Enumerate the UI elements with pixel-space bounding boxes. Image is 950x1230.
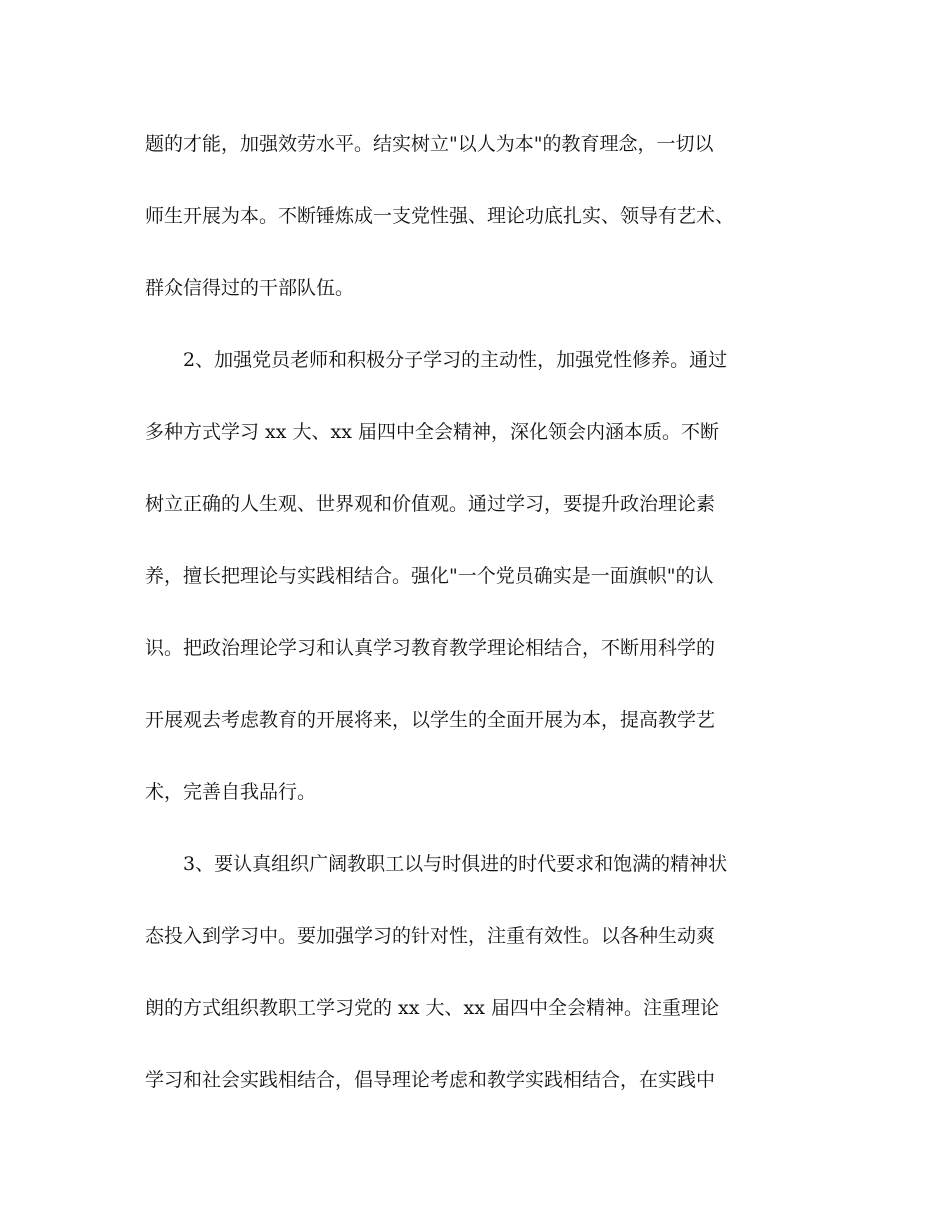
text-line: 师生开展为本。不断锤炼成一支党性强、理论功底扎实、领导有艺术、 xyxy=(145,205,735,227)
text-line: 养，擅长把理论与实践相结合。强化"一个党员确实是一面旗帜"的认 xyxy=(145,565,714,587)
text-line: 态投入到学习中。要加强学习的针对性，注重有效性。以各种生动爽 xyxy=(145,925,716,947)
text-line: 题的才能，加强效劳水平。结实树立"以人为本"的教育理念，一切以 xyxy=(145,133,714,155)
paragraph-start-line: 3、要认真组织广阔教职工以与时俱进的时代要求和饱满的精神状 xyxy=(183,853,728,875)
text-line: 多种方式学习 xx 大、xx 届四中全会精神，深化领会内涵本质。不断 xyxy=(145,421,719,443)
text-line: 群众信得过的干部队伍。 xyxy=(145,277,355,299)
text-line: 开展观去考虑教育的开展将来，以学生的全面开展为本，提高教学艺 xyxy=(145,709,716,731)
text-line: 树立正确的人生观、世界观和价值观。通过学习，要提升政治理论素 xyxy=(145,493,716,515)
paragraph-start-line: 2、加强党员老师和积极分子学习的主动性，加强党性修养。通过 xyxy=(183,349,728,371)
text-line: 学习和社会实践相结合，倡导理论考虑和教学实践相结合，在实践中 xyxy=(145,1069,716,1091)
text-line: 识。把政治理论学习和认真学习教育教学理论相结合，不断用科学的 xyxy=(145,637,716,659)
text-line: 术，完善自我品行。 xyxy=(145,781,317,803)
text-line: 朗的方式组织教职工学习党的 xx 大、xx 届四中全会精神。注重理论 xyxy=(145,997,719,1019)
